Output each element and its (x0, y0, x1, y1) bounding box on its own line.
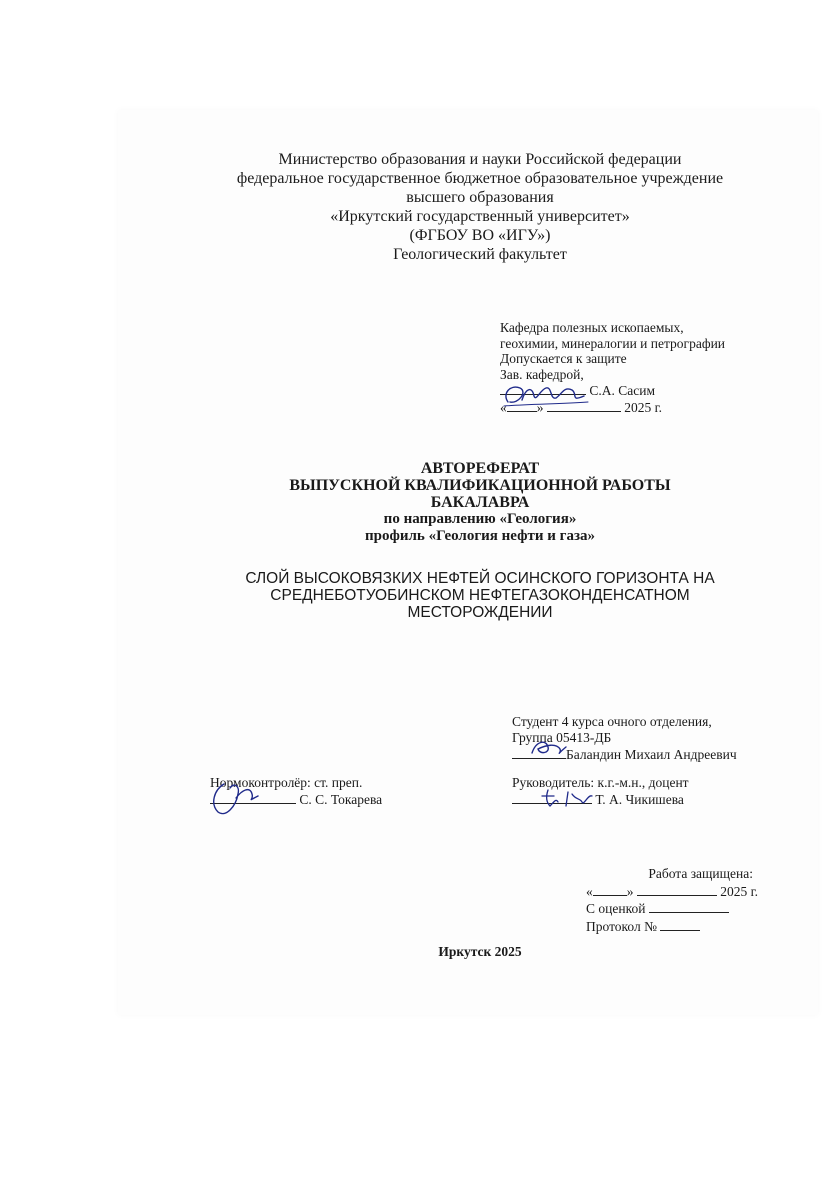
head-title: Зав. кафедрой, (500, 366, 584, 382)
thesis-title-line-1: СЛОЙ ВЫСОКОВЯЗКИХ НЕФТЕЙ ОСИНСКОГО ГОРИЗОНТА НА (245, 570, 715, 587)
approval-year: 2025 г. (624, 399, 663, 415)
department-line-1: Кафедра полезных ископаемых, (500, 320, 684, 335)
department-line-2: геохимии, минералогии и петрографии (500, 335, 726, 351)
protocol-blank (660, 918, 700, 931)
norm-control-name: С. С. Токарева (299, 792, 383, 807)
direction-line: по направлению «Геология» (383, 511, 577, 527)
protocol-label: Протокол № (586, 918, 657, 934)
supervisor-title: Руководитель: к.г.-м.н., доцент (512, 775, 689, 790)
signature-blank (210, 791, 296, 804)
defense-date-line (586, 883, 758, 901)
defended-label: Работа защищена: (648, 866, 754, 881)
head-name: С.А. Сасим (589, 383, 656, 398)
day-blank (593, 883, 627, 896)
month-blank (637, 883, 717, 896)
admitted-label: Допускается к защите (500, 351, 627, 366)
protocol-line (586, 918, 758, 936)
document-title (180, 460, 780, 545)
date-close-quote: » (536, 399, 544, 415)
education-level-line: высшего образования (406, 189, 554, 206)
university-abbr-line: (ФГБОУ ВО «ИГУ») (409, 227, 551, 244)
grade-label: С оценкой (586, 901, 646, 916)
document-type: АВТОРЕФЕРАТ (420, 460, 540, 477)
work-type-line-1: ВЫПУСКНОЙ КВАЛИФИКАЦИОННОЙ РАБОТЫ (289, 477, 671, 494)
university-name-line: «Иркутский государственный университет» (330, 208, 630, 225)
student-block (512, 714, 737, 763)
student-course: Студент 4 курса очного отделения, (512, 714, 712, 729)
supervisor-name: Т. А. Чикишева (595, 792, 684, 807)
date-close-quote: » (626, 883, 634, 899)
thesis-title-line-2: СРЕДНЕБОТУОБИНСКОМ НЕФТЕГАЗОКОНДЕНСАТНОМ (270, 587, 690, 604)
thesis-title (180, 570, 780, 621)
approval-block (500, 320, 725, 415)
institution-header (180, 150, 780, 264)
faculty-line: Геологический факультет (393, 246, 567, 263)
month-blank (547, 399, 621, 412)
signature-blank (512, 746, 566, 759)
student-name: Баландин Михаил Андреевич (566, 747, 737, 762)
grade-line (586, 900, 758, 918)
student-signature-line (512, 746, 737, 763)
thesis-title-line-3: МЕСТОРОЖДЕНИИ (407, 604, 553, 621)
defense-block (586, 866, 758, 935)
head-signature-line (500, 382, 725, 399)
date-open-quote: « (500, 399, 507, 415)
norm-control-title: Нормоконтролёр: ст. преп. (210, 775, 363, 790)
city-year: Иркутск 2025 (438, 944, 522, 959)
supervisor-signature-line (512, 791, 689, 808)
defense-year: 2025 г. (720, 883, 759, 899)
approval-date-line (500, 399, 725, 416)
date-open-quote: « (586, 883, 593, 899)
signature-blank (500, 382, 586, 395)
norm-control-block (210, 775, 382, 808)
student-group: Группа 05413-ДБ (512, 730, 612, 745)
institution-type-line: федеральное государственное бюджетное образовательное учреждение (236, 170, 724, 187)
day-blank (507, 399, 537, 412)
norm-control-signature-line (210, 791, 382, 808)
signature-blank (512, 791, 592, 804)
supervisor-block (512, 775, 689, 808)
profile-line: профиль «Геология нефти и газа» (364, 528, 596, 544)
grade-blank (649, 900, 729, 913)
ministry-line: Министерство образования и науки Российской федерации (278, 151, 682, 168)
work-type-line-2: БАКАЛАВРА (430, 494, 530, 511)
